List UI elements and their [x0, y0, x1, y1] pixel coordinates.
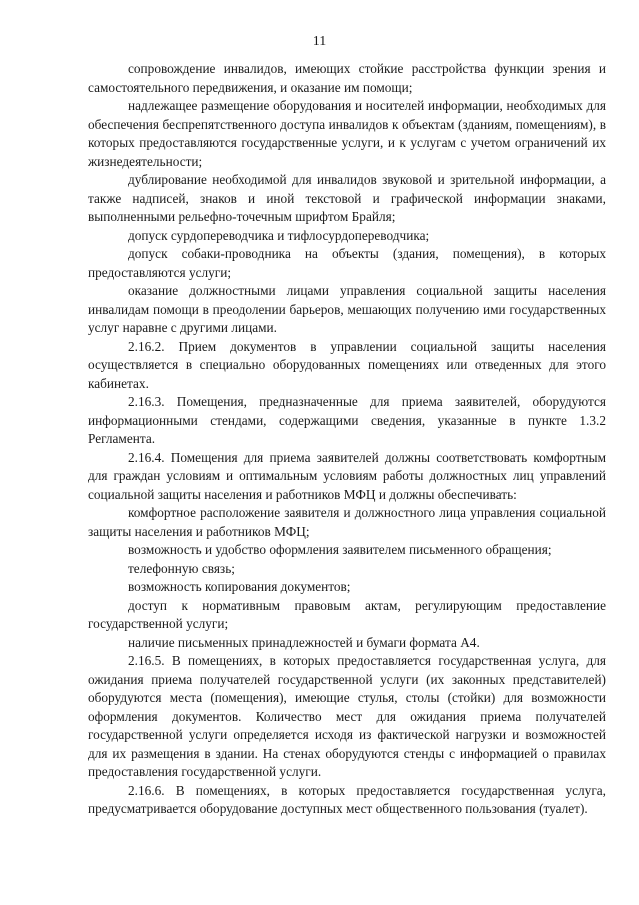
- paragraph-telephone: телефонную связь;: [128, 560, 235, 576]
- paragraph-2-16-6: 2.16.6. В помещениях, в которых предоставляется государственная услуга, предусматривается оборудование доступных мест общественного пользования (туалет).: [88, 782, 606, 816]
- paragraph-guide-dog: допуск собаки-проводника на объекты (здания, помещения), в которых предоставляются услуги;: [88, 246, 606, 280]
- body-text: [88, 60, 606, 819]
- paragraph-stationery: наличие письменных принадлежностей и бумаги формата А4.: [128, 634, 480, 650]
- paragraph-officials-assistance: оказание должностными лицами управления социальной защиты населения инвалидам помощи в преодолении барьеров, мешающих получению ими государственных услуг наравне с другими лицами.: [88, 283, 606, 335]
- paragraph-2-16-5: 2.16.5. В помещениях, в которых предоставляется государственная услуга, для ожидания приема получателей государственной услуги (их законных представителей) оборудуются места (помещения), имеющие стулья, столы (стойки) для возможности оформления документов. Количество мест для ожидания приема получателей государственной услуги определяется исходя из фактической нагрузки и возможностей для их размещения в здании. На стенах оборудуются стенды с информацией о правилах предоставления государственной услуги.: [88, 653, 606, 779]
- paragraph-2-16-2: 2.16.2. Прием документов в управлении социальной защиты населения осуществляется в специально оборудованных помещениях или отведенных для этого кабинетах.: [88, 338, 606, 391]
- paragraph-2-16-4: 2.16.4. Помещения для приема заявителей должны соответствовать комфортным для граждан условиям и оптимальным условиям работы должностных лиц управлений социальной защиты населения и работников МФЦ и должны обеспечивать:: [88, 449, 606, 502]
- paragraph-comfortable-placement: комфортное расположение заявителя и должностного лица управления социальной защиты населения и работников МФЦ;: [88, 505, 606, 539]
- paragraph-sign-interpreter: допуск сурдопереводчика и тифлосурдопереводчика;: [128, 227, 430, 243]
- paragraph-braille-duplication: дублирование необходимой для инвалидов звуковой и зрительной информации, а также надписей, знаков и иной текстовой и графической информации знаками, выполненными рельефно-точечным шрифтом Брайля;: [88, 172, 606, 224]
- paragraph-legal-acts: доступ к нормативным правовым актам, регулирующим предоставление государственной услуги;: [88, 597, 606, 631]
- paragraph-2-16-3: 2.16.3. Помещения, предназначенные для приема заявителей, оборудуются информационными стендами, содержащими сведения, указанные в пункте 1.3.2 Регламента.: [88, 394, 606, 446]
- paragraph-copying: возможность копирования документов;: [128, 579, 351, 594]
- paragraph-support-disabled: сопровождение инвалидов, имеющих стойкие расстройства функции зрения и самостоятельного передвижения, и оказание им помощи;: [88, 61, 606, 95]
- page-number: 11: [312, 34, 327, 49]
- paragraph-equipment-placement: надлежащее размещение оборудования и носителей информации, необходимых для обеспечения беспрепятственного доступа инвалидов к объектам (зданиям, помещениям), в которых предоставляются государственные услуги, и к услугам с учетом ограничений их жизнедеятельности;: [88, 98, 606, 169]
- paragraph-written-request: возможность и удобство оформления заявителем письменного обращения;: [128, 542, 552, 557]
